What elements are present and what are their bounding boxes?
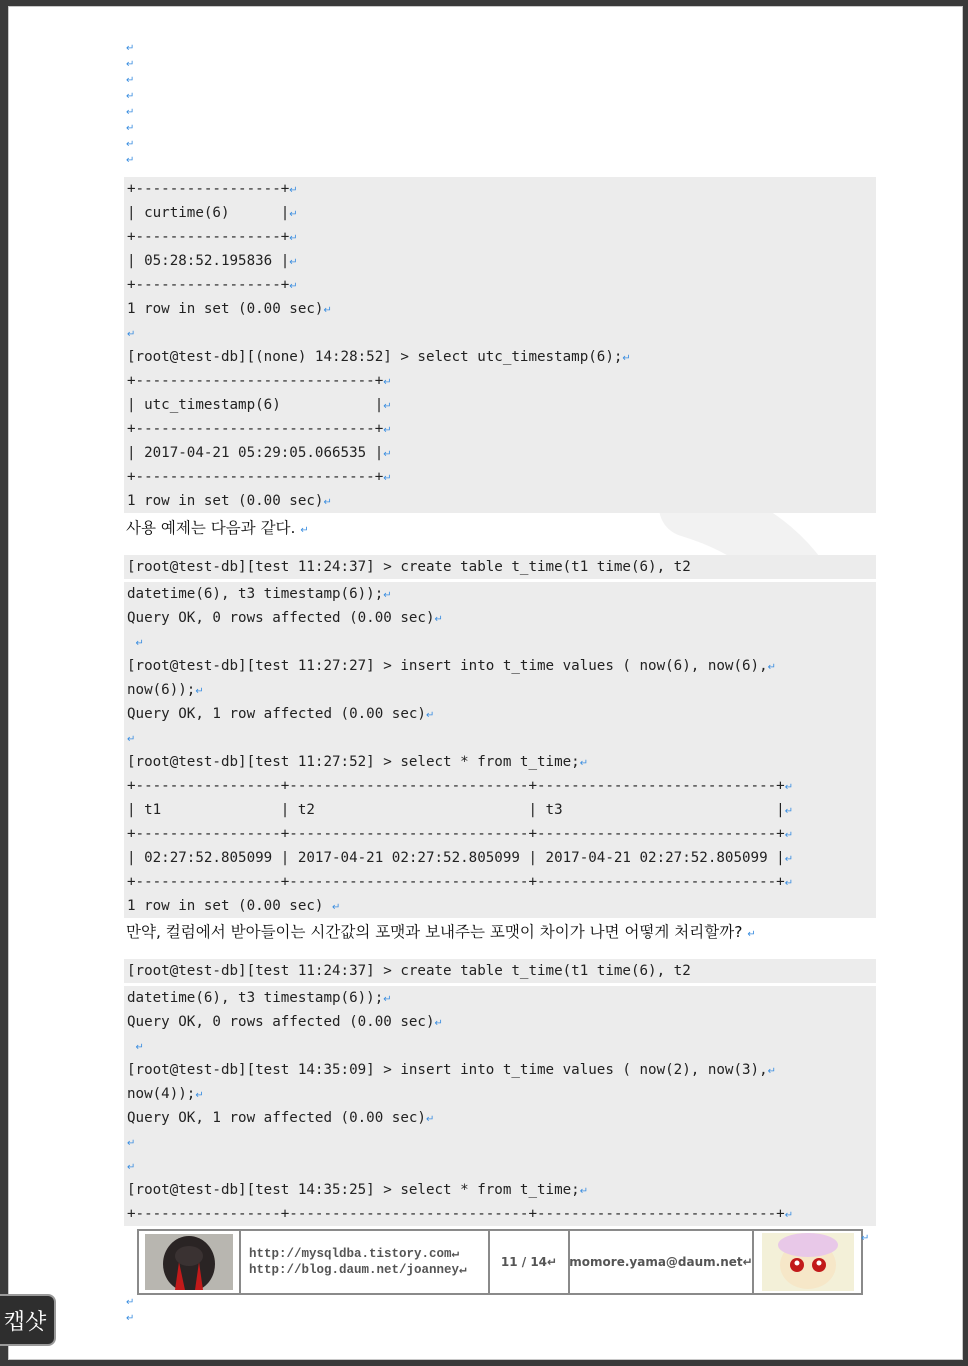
return-mark-icon: ↵ (784, 782, 794, 793)
mascot-avatar-icon (762, 1233, 854, 1291)
return-mark-icon: ↵ (383, 377, 392, 388)
code-block-time-functions (124, 177, 876, 513)
code-line-text: [root@test-db][test 14:35:25] > select * from t_time; (127, 1182, 580, 1198)
return-mark-icon: ↵ (784, 830, 794, 841)
return-mark-icon: ↵ (135, 1042, 144, 1053)
return-mark-icon: ↵ (126, 107, 135, 118)
return-mark-icon: ↵ (383, 994, 392, 1005)
return-mark-icon: ↵ (126, 59, 135, 70)
code-line (124, 1130, 876, 1154)
code-line (124, 959, 876, 983)
return-mark-icon: ↵ (289, 257, 298, 268)
document-page (8, 6, 963, 1360)
return-mark-icon: ↵ (579, 1186, 589, 1197)
return-mark-icon: ↵ (579, 758, 589, 769)
return-mark-icon: ↵ (289, 233, 298, 244)
paragraph-text: 사용 예제는 다음과 같다. (126, 519, 296, 537)
return-mark-icon: ↵ (135, 638, 144, 649)
code-line (124, 369, 876, 393)
code-line-text: | 05:28:52.195836 | (127, 253, 290, 269)
code-line-text: now(4)); (127, 1086, 196, 1102)
return-mark-icon: ↵ (784, 1210, 794, 1221)
code-line-text: 1 row in set (0.00 sec) (127, 301, 324, 317)
code-line (124, 894, 876, 918)
return-mark-icon: ↵ (434, 614, 443, 625)
code-line (124, 345, 876, 369)
return-mark-icon: ↵ (126, 75, 135, 86)
code-line (124, 1034, 876, 1058)
code-line (124, 225, 876, 249)
code-line (124, 1178, 876, 1202)
code-line (124, 393, 876, 417)
return-mark-icon: ↵ (332, 902, 341, 913)
paragraph-text: 만약, 컬럼에서 받아들이는 시간값의 포맷과 보내주는 포맷이 차이가 나면 어떻게 처리할까? (126, 923, 743, 941)
return-mark-icon: ↵ (323, 497, 332, 508)
code-line (124, 417, 876, 441)
code-line-text: [root@test-db][test 14:35:09] > insert into t_time values ( now(2), now(3), (127, 1062, 768, 1078)
return-mark-icon: ↵ (126, 155, 135, 166)
author-avatar-cell (139, 1231, 241, 1293)
return-mark-icon: ↵ (767, 662, 777, 673)
code-line (124, 986, 876, 1010)
code-line (124, 273, 876, 297)
return-mark-icon: ↵ (127, 329, 136, 340)
return-mark-icon: ↵ (127, 734, 136, 745)
return-mark-icon: ↵ (126, 139, 135, 150)
return-mark-icon: ↵ (323, 305, 332, 316)
return-mark-icon: ↵ (425, 710, 435, 721)
return-mark-icon: ↵ (622, 353, 631, 364)
code-line-text: +-----------------+----------------------------+----------------------------+ (127, 874, 785, 890)
code-line-text: Query OK, 0 rows affected (0.00 sec) (127, 610, 435, 626)
code-line-text: now(6)); (127, 682, 196, 698)
return-mark-icon: ↵ (767, 1066, 777, 1077)
code-line-text: | curtime(6) | (127, 205, 290, 221)
code-line-text: datetime(6), t3 timestamp(6)); (127, 990, 384, 1006)
code-line (124, 321, 876, 345)
blog-link-daum[interactable]: http://blog.daum.net/joanney↵ (249, 1263, 467, 1277)
code-line-text: [root@test-db][test 11:24:37] > create table t_time(t1 time(6), t2 (127, 559, 691, 575)
code-line (124, 1154, 876, 1178)
code-block-create-table-example (124, 555, 876, 918)
code-line (124, 822, 876, 846)
code-line (124, 177, 876, 201)
code-line (124, 201, 876, 225)
return-mark-icon: ↵ (784, 806, 794, 817)
code-line-text: | 2017-04-21 05:29:05.066535 | (127, 445, 384, 461)
code-line (124, 441, 876, 465)
code-line-text (127, 634, 136, 650)
paragraph-usage-example (126, 515, 309, 541)
return-mark-icon: ↵ (434, 1018, 443, 1029)
code-line-text: Query OK, 1 row affected (0.00 sec) (127, 1110, 426, 1126)
code-line-text: [root@test-db][test 11:27:52] > select * from t_time; (127, 754, 580, 770)
code-line-text: datetime(6), t3 timestamp(6)); (127, 586, 384, 602)
code-line (124, 1202, 876, 1226)
code-line (124, 1082, 876, 1106)
code-line-text: [root@test-db][test 11:27:27] > insert into t_time values ( now(6), now(6), (127, 658, 768, 674)
code-line (124, 798, 876, 822)
footer-links-cell (241, 1231, 490, 1293)
return-mark-icon: ↵ (383, 449, 392, 460)
code-line (124, 654, 876, 678)
return-mark-icon: ↵ (383, 425, 392, 436)
code-line-text: | 02:27:52.805099 | 2017-04-21 02:27:52.805099 | 2017-04-21 02:27:52.805099 | (127, 850, 785, 866)
code-line (124, 1106, 876, 1130)
return-mark-icon: ↵ (126, 1313, 135, 1324)
return-mark-icon: ↵ (383, 590, 392, 601)
author-avatar-icon (145, 1234, 233, 1290)
return-mark-icon: ↵ (126, 91, 135, 102)
code-line-text: +-----------------+----------------------------+----------------------------+ (127, 1206, 785, 1222)
code-line (124, 297, 876, 321)
return-mark-icon: ↵ (383, 401, 392, 412)
code-line (124, 678, 876, 702)
code-line (124, 774, 876, 798)
code-line-text: | t1 | t2 | t3 | (127, 802, 785, 818)
return-mark-icon: ↵ (861, 1233, 870, 1244)
return-mark-icon: ↵ (383, 473, 392, 484)
return-mark-icon: ↵ (289, 185, 298, 196)
return-mark-icon: ↵ (289, 209, 298, 220)
code-line-text: | utc_timestamp(6) | (127, 397, 384, 413)
code-line-text: +----------------------------+ (127, 421, 384, 437)
code-line-text (127, 1038, 136, 1054)
code-line (124, 465, 876, 489)
code-line (124, 489, 876, 513)
return-mark-icon: ↵ (195, 1090, 204, 1101)
return-mark-icon: ↵ (747, 929, 756, 940)
mascot-avatar-cell (754, 1231, 861, 1293)
return-mark-icon: ↵ (127, 1162, 136, 1173)
code-line-text: +----------------------------+ (127, 469, 384, 485)
code-line (124, 1058, 876, 1082)
code-line-text: [root@test-db][test 11:24:37] > create table t_time(t1 time(6), t2 (127, 963, 691, 979)
code-line-text: +-----------------+ (127, 277, 290, 293)
code-line (124, 1010, 876, 1034)
code-line (124, 606, 876, 630)
paragraph-format-question (126, 919, 756, 945)
code-line (124, 249, 876, 273)
code-block-precision-example (124, 959, 876, 1226)
code-line (124, 846, 876, 870)
code-line (124, 726, 876, 750)
page-footer (137, 1229, 863, 1295)
code-line (124, 870, 876, 894)
code-line-text: +----------------------------+ (127, 373, 384, 389)
author-email: momore.yama@daum.net ↵ (570, 1231, 754, 1293)
code-line (124, 630, 876, 654)
return-mark-icon: ↵ (127, 1138, 136, 1149)
return-mark-icon: ↵ (300, 525, 309, 536)
return-mark-icon: ↵ (126, 123, 135, 134)
code-line-text: +-----------------+ (127, 181, 290, 197)
code-line (124, 750, 876, 774)
return-mark-icon: ↵ (784, 854, 794, 865)
code-line-text: +-----------------+----------------------------+----------------------------+ (127, 826, 785, 842)
code-line-text: 1 row in set (0.00 sec) (127, 898, 332, 914)
return-mark-icon: ↵ (289, 281, 298, 292)
return-mark-icon: ↵ (784, 878, 794, 889)
return-mark-icon: ↵ (195, 686, 204, 697)
code-line-text: [root@test-db][(none) 14:28:52] > select utc_timestamp(6); (127, 349, 623, 365)
code-line-text: +-----------------+ (127, 229, 290, 245)
capture-button[interactable]: 캡샷 (0, 1294, 56, 1346)
code-line (124, 582, 876, 606)
return-mark-icon: ↵ (126, 1297, 135, 1308)
code-line-text: +-----------------+----------------------------+----------------------------+ (127, 778, 785, 794)
code-line-text: 1 row in set (0.00 sec) (127, 493, 324, 509)
code-line-text: Query OK, 0 rows affected (0.00 sec) (127, 1014, 435, 1030)
blog-link-tistory[interactable]: http://mysqldba.tistory.com↵ (249, 1247, 460, 1261)
return-mark-icon: ↵ (126, 43, 135, 54)
return-mark-icon: ↵ (425, 1114, 435, 1125)
code-line (124, 702, 876, 726)
code-line (124, 555, 876, 579)
page-number: 11 / 14 ↵ (490, 1231, 570, 1293)
code-line-text: Query OK, 1 row affected (0.00 sec) (127, 706, 426, 722)
